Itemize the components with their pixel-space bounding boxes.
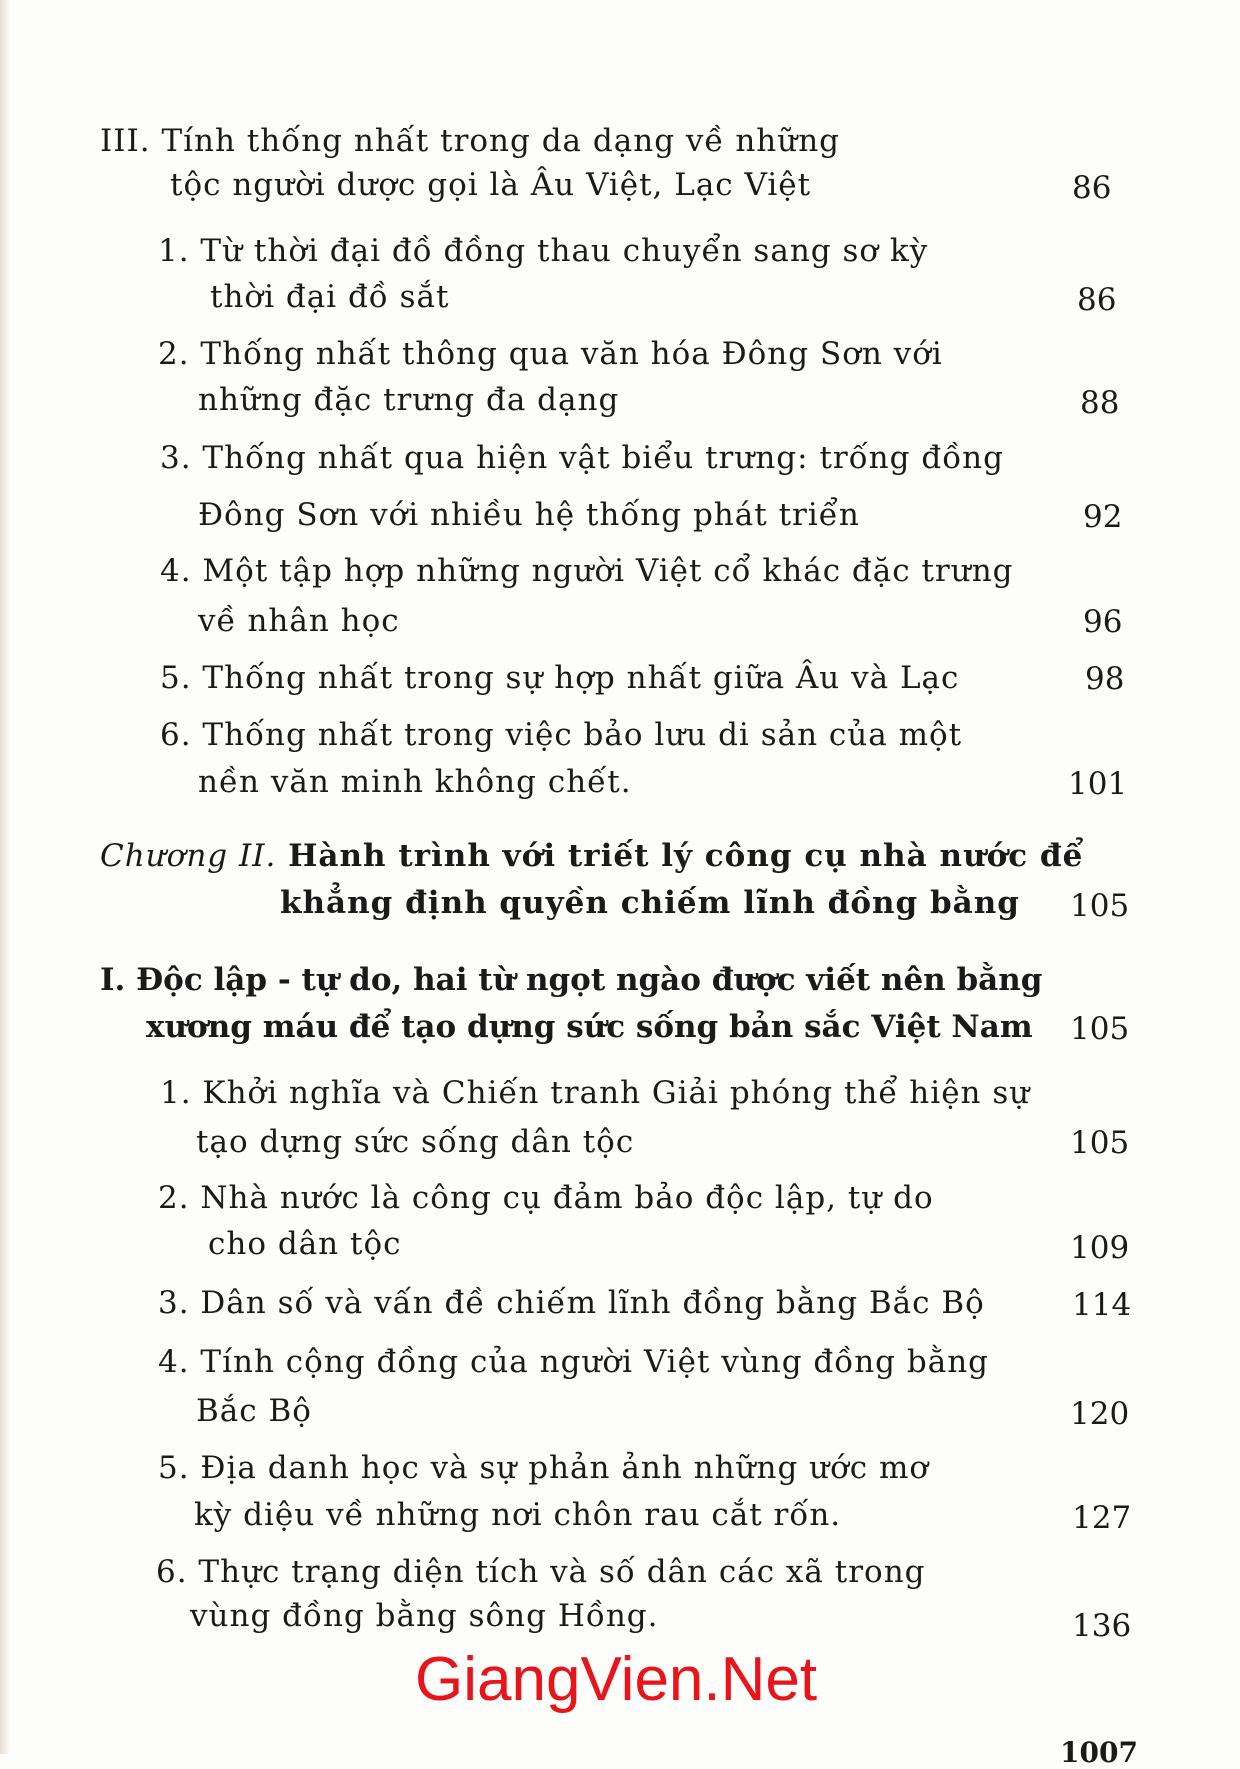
toc-entry-title: cho dân tộc	[208, 1226, 402, 1262]
page-edge	[0, 0, 10, 1754]
toc-entry-title: 6. Thực trạng diện tích và số dân các xã trong	[156, 1554, 926, 1590]
toc-page-number: 88	[1080, 385, 1120, 421]
toc-entry-title: 5. Thống nhất trong sự hợp nhất giữa Âu và Lạc	[160, 660, 960, 696]
toc-page-number: 101	[1068, 766, 1128, 802]
toc-entry-title: 4. Tính cộng đồng của người Việt vùng đồng bằng	[158, 1344, 990, 1380]
toc-entry-title: 5. Địa danh học và sự phản ảnh những ước mơ	[158, 1450, 930, 1486]
toc-entry-title: 4. Một tập hợp những người Việt cổ khác đặc trưng	[160, 553, 1014, 589]
toc-entry-title: Đông Sơn với nhiều hệ thống phát triển	[198, 497, 860, 533]
toc-entry-title: những đặc trưng đa dạng	[198, 382, 620, 418]
toc-entry-title: thời đại đồ sắt	[210, 279, 450, 315]
toc-entry-title: xương máu để tạo dựng sức sống bản sắc Việt Nam	[146, 1009, 1033, 1045]
toc-page-number: 109	[1070, 1230, 1130, 1266]
toc-entry-title: Hành trình với triết lý công cụ nhà nước để	[288, 838, 1084, 874]
toc-entry-title: III. Tính thống nhất trong da dạng về những	[100, 123, 841, 159]
toc-page-number: 86	[1077, 282, 1117, 318]
toc-page-number: 136	[1072, 1608, 1132, 1644]
toc-page-number: 127	[1072, 1500, 1132, 1536]
toc-entry-title: 2. Thống nhất thông qua văn hóa Đông Sơn với	[158, 336, 943, 372]
toc-page-number: 114	[1072, 1287, 1132, 1323]
toc-entry-title: 1. Từ thời đại đồ đồng thau chuyển sang sơ kỳ	[158, 233, 929, 269]
toc-entry-title: khẳng định quyền chiếm lĩnh đồng bằng	[280, 885, 1020, 921]
toc-entry-title: 2. Nhà nước là công cụ đảm bảo độc lập, tự do	[158, 1180, 934, 1216]
toc-page-number: 105	[1070, 1011, 1130, 1047]
toc-entry-title: tộc người dược gọi là Âu Việt, Lạc Việt	[170, 167, 812, 203]
toc-entry-title: 6. Thống nhất trong việc bảo lưu di sản của một	[160, 717, 963, 753]
toc-entry-title: 1. Khởi nghĩa và Chiến tranh Giải phóng thể hiện sự	[160, 1075, 1031, 1111]
chapter-heading	[100, 838, 1083, 874]
toc-entry-title: I. Độc lập - tự do, hai từ ngọt ngào được viết nên bằng	[100, 962, 1043, 998]
watermark-text: GiangVien.Net	[415, 1645, 818, 1714]
toc-page-number: 92	[1083, 499, 1123, 535]
toc-page-number: 96	[1083, 604, 1123, 640]
toc-entry-title: về nhân học	[198, 603, 400, 639]
toc-entry-title: 3. Thống nhất qua hiện vật biểu trưng: trống đồng	[160, 440, 1004, 476]
footer-page-number: 1007	[1060, 1736, 1138, 1769]
toc-page-number: 98	[1085, 661, 1125, 697]
toc-entry-title: Bắc Bộ	[196, 1393, 312, 1429]
toc-entry-title: 3. Dân số và vấn đề chiếm lĩnh đồng bằng Bắc Bộ	[158, 1285, 985, 1321]
toc-entry-title: vùng đồng bằng sông Hồng.	[190, 1598, 659, 1634]
toc-entry-title: tạo dựng sức sống dân tộc	[196, 1124, 635, 1160]
toc-entry-title: kỳ diệu về những nơi chôn rau cắt rốn.	[194, 1497, 842, 1533]
toc-page-number: 105	[1070, 888, 1130, 924]
toc-page-number: 105	[1070, 1125, 1130, 1161]
toc-page-number: 120	[1070, 1396, 1130, 1432]
toc-entry-title: nền văn minh không chết.	[198, 764, 632, 800]
toc-page-number: 86	[1072, 170, 1112, 206]
chapter-label: Chương II.	[100, 838, 277, 874]
